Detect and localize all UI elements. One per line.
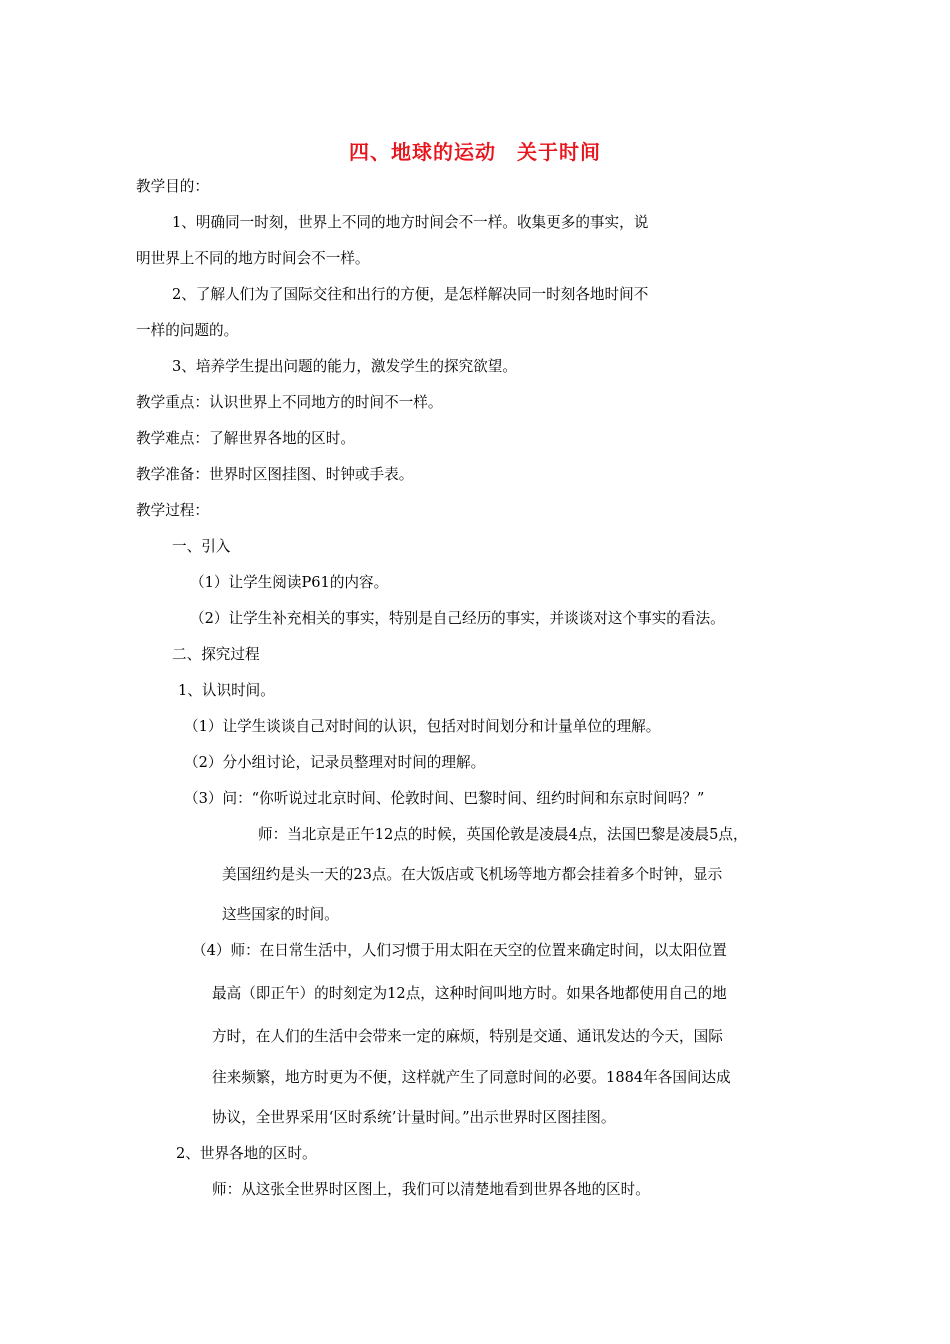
intro-step-2: （2）让学生补充相关的事实，特别是自己经历的事实，并谈谈对这个事实的看法。: [190, 610, 725, 627]
teacher-line-3: 这些国家的时间。: [222, 906, 339, 923]
teacher-line-1: 师：当北京是正午12点的时候，英国伦敦是凌晨4点，法国巴黎是凌晨5点，: [258, 826, 748, 843]
intro-step-1: （1）让学生阅读P61的内容。: [190, 574, 389, 591]
process-heading: 教学过程：: [136, 502, 209, 519]
key-point: 教学重点：认识世界上不同地方的时间不一样。: [136, 394, 443, 411]
objective-3: 3、培养学生提出问题的能力，激发学生的探究欲望。: [172, 358, 517, 375]
sub1-heading: 1、认识时间。: [178, 682, 275, 699]
page-title: 四、地球的运动 关于时间: [349, 140, 601, 164]
objective-1-line-1: 1、明确同一时刻，世界上不同的地方时间会不一样。收集更多的事实，说: [172, 214, 649, 231]
objective-2-line-2: 一样的问题的。: [136, 322, 239, 339]
step-4-line-1: （4）师：在日常生活中，人们习惯于用太阳在天空的位置来确定时间，以太阳位置: [192, 942, 727, 959]
sub1-step-2: （2）分小组讨论，记录员整理对时间的理解。: [184, 754, 486, 771]
step-4-line-3: 方时，在人们的生活中会带来一定的麻烦，特别是交通、通讯发达的今天，国际: [212, 1028, 723, 1045]
explore-heading: 二、探究过程: [172, 646, 260, 663]
objectives-heading: 教学目的：: [136, 178, 209, 195]
sub2-heading: 2、世界各地的区时。: [176, 1145, 317, 1162]
sub1-step-3: （3）问：“你听说过北京时间、伦敦时间、巴黎时间、纽约时间和东京时间吗？”: [184, 790, 705, 807]
step-4-line-4: 往来频繁，地方时更为不便，这样就产生了同意时间的必要。1884年各国间达成: [212, 1069, 731, 1086]
teacher-line-2: 美国纽约是头一天的23点。在大饭店或飞机场等地方都会挂着多个时钟，显示: [222, 866, 723, 883]
preparation: 教学准备：世界时区图挂图、时钟或手表。: [136, 466, 414, 483]
step-4-line-5: 协议，全世界采用‘区时系统’计量时间。”出示世界时区图挂图。: [212, 1109, 616, 1126]
sub1-step-1: （1）让学生谈谈自己对时间的认识，包括对时间划分和计量单位的理解。: [184, 718, 661, 735]
step-4-line-2: 最高（即正午）的时刻定为12点，这种时间叫地方时。如果各地都使用自己的地: [212, 985, 727, 1002]
sub2-teacher: 师：从这张全世界时区图上，我们可以清楚地看到世界各地的区时。: [212, 1181, 650, 1198]
intro-heading: 一、引入: [172, 538, 231, 555]
objective-1-line-2: 明世界上不同的地方时间会不一样。: [136, 250, 370, 267]
objective-2-line-1: 2、了解人们为了国际交往和出行的方便，是怎样解决同一时刻各地时间不: [172, 286, 649, 303]
difficulty: 教学难点：了解世界各地的区时。: [136, 430, 355, 447]
